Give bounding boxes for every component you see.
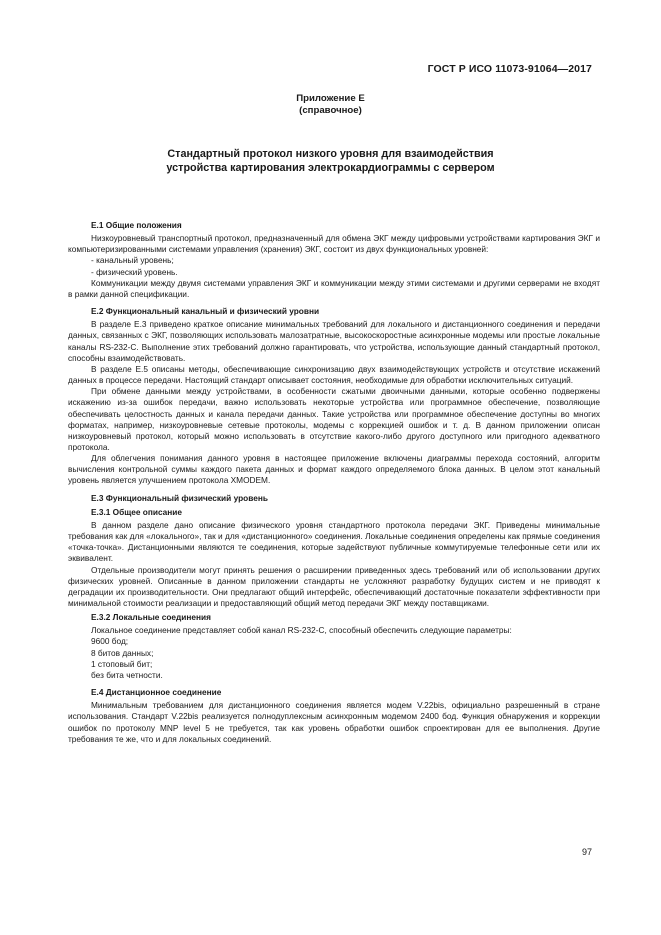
appendix-heading	[0, 93, 661, 117]
list-item: 1 стоповый бит;	[91, 658, 153, 669]
document-body	[68, 220, 600, 745]
paragraph: В разделе E.3 приведено краткое описание минимальных требований для локального и дистанционного соединения и передачи данных, связанных с ЭКГ, позволяющих использовать малозатратные, высокоскоростные асинхронные модемы или простые локальные каналы RS-232-C. Выполнение этих требований должно гарантировать, что устройства, использующие данный стандартный протокол, способны взаимодействовать.	[68, 319, 600, 363]
paragraph: Минимальным требованием для дистанционного соединения является модем V.22bis, официально разрешенный в стране использования. Стандарт V.22bis реализуется полнодуплексным асинхронным модемом 2400 бод. Функция обнаружения и коррекции ошибок по протоколу MNP level 5 не требуется, так как уровень обработки ошибок спроектирован для ее выполнения. Другие требования те же, что и для локальных соединений.	[68, 700, 600, 744]
section-e31-heading: E.3.1 Общее описание	[91, 506, 183, 517]
title-line-1: Стандартный протокол низкого уровня для взаимодействия	[167, 148, 494, 160]
list-item: - канальный уровень;	[91, 255, 174, 266]
section-e3-heading: E.3 Функциональный физический уровень	[91, 492, 268, 503]
section-e1-heading: E.1 Общие положения	[91, 220, 182, 230]
paragraph: Для облегчения понимания данного уровня в настоящее приложение включены диаграммы перехода состояний, алгоритм вычисления контрольной суммы каждого пакета данных и формат каждого определяемого блока данных. В целом этот канальный уровень является улучшением протокола XMODEM.	[68, 453, 600, 486]
paragraph: В данном разделе дано описание физического уровня стандартного протокола передачи ЭКГ. Приведены минимальные требования как для «локального», так и для «дистанционного» соединения. Локальные соединения определены как прямые соединения «точка-точка». Дистанционными являются те соединения, которые задействуют публичные коммутируемые телефонные сети или их эквивалент.	[68, 519, 600, 564]
paragraph: Низкоуровневый транспортный протокол, предназначенный для обмена ЭКГ между цифровыми устройствами картирования ЭКГ и компьютеризированными системами управления (хранения) ЭКГ, состоит из двух функциональных уровней:	[68, 233, 600, 255]
section-e32-heading: E.3.2 Локальные соединения	[91, 612, 211, 623]
title-line-2: устройства картирования электрокардиограммы с сервером	[166, 161, 495, 174]
appendix-label: Приложение E	[296, 93, 365, 104]
list-item: - физический уровень.	[91, 266, 178, 277]
page-number: 97	[581, 847, 592, 857]
list-item: 8 битов данных;	[91, 647, 154, 658]
paragraph: Отдельные производители могут принять решения о расширении приведенных здесь требований или об использовании других физических уровней. Описанные в данном приложении стандарты не усложняют разработку будущих систем и не приводят к деградации их производительности. Они предлагают общий интерфейс, обеспечивающий достаточные показатели эффективности при минимальной стоимости реализации и предоставляющий общий метод передачи ЭКГ между поставщиками.	[68, 564, 600, 608]
paragraph: Коммуникации между двумя системами управления ЭКГ и коммуникации между этими системами и другими серверами не входят в рамки данной спецификации.	[68, 277, 600, 299]
list-item: 9600 бод;	[91, 636, 129, 647]
paragraph: Локальное соединение представляет собой канал RS-232-C, способный обеспечить следующие параметры:	[91, 625, 512, 636]
appendix-title	[0, 148, 661, 175]
paragraph: В разделе E.5 описаны методы, обеспечивающие синхронизацию двух взаимодействующих устройств и отсутствие искажений данных в процессе передачи. Настоящий стандарт описывает состояния, необходимые для обработки исключительных ситуаций.	[68, 363, 600, 386]
section-e4-heading: E.4 Дистанционное соединение	[91, 687, 222, 698]
list-item: без бита четности.	[91, 669, 163, 680]
section-e2-heading: E.2 Функциональный канальный и физический уровни	[91, 306, 320, 317]
document-code: ГОСТ Р ИСО 11073-91064—2017	[427, 63, 592, 75]
appendix-type: (справочное)	[299, 105, 362, 116]
paragraph: При обмене данными между устройствами, в особенности сжатыми двоичными данными, которые особенно подвержены искажению из-за ошибок передачи, важно использовать некоторые устройства или программное обеспечение, позволяющие обеспечивать целостность данных и канала передачи данных. Такие устройства или программное обеспечение доступны во многих форматах, например, низкоуровневые сетевые протоколы, модемы с коррекцией ошибок и т. д. В данном приложении описан низкоуровневый протокол, который можно использовать в отсутствие какого-либо другого доступного или пригодного адекватного протокола.	[68, 386, 600, 452]
